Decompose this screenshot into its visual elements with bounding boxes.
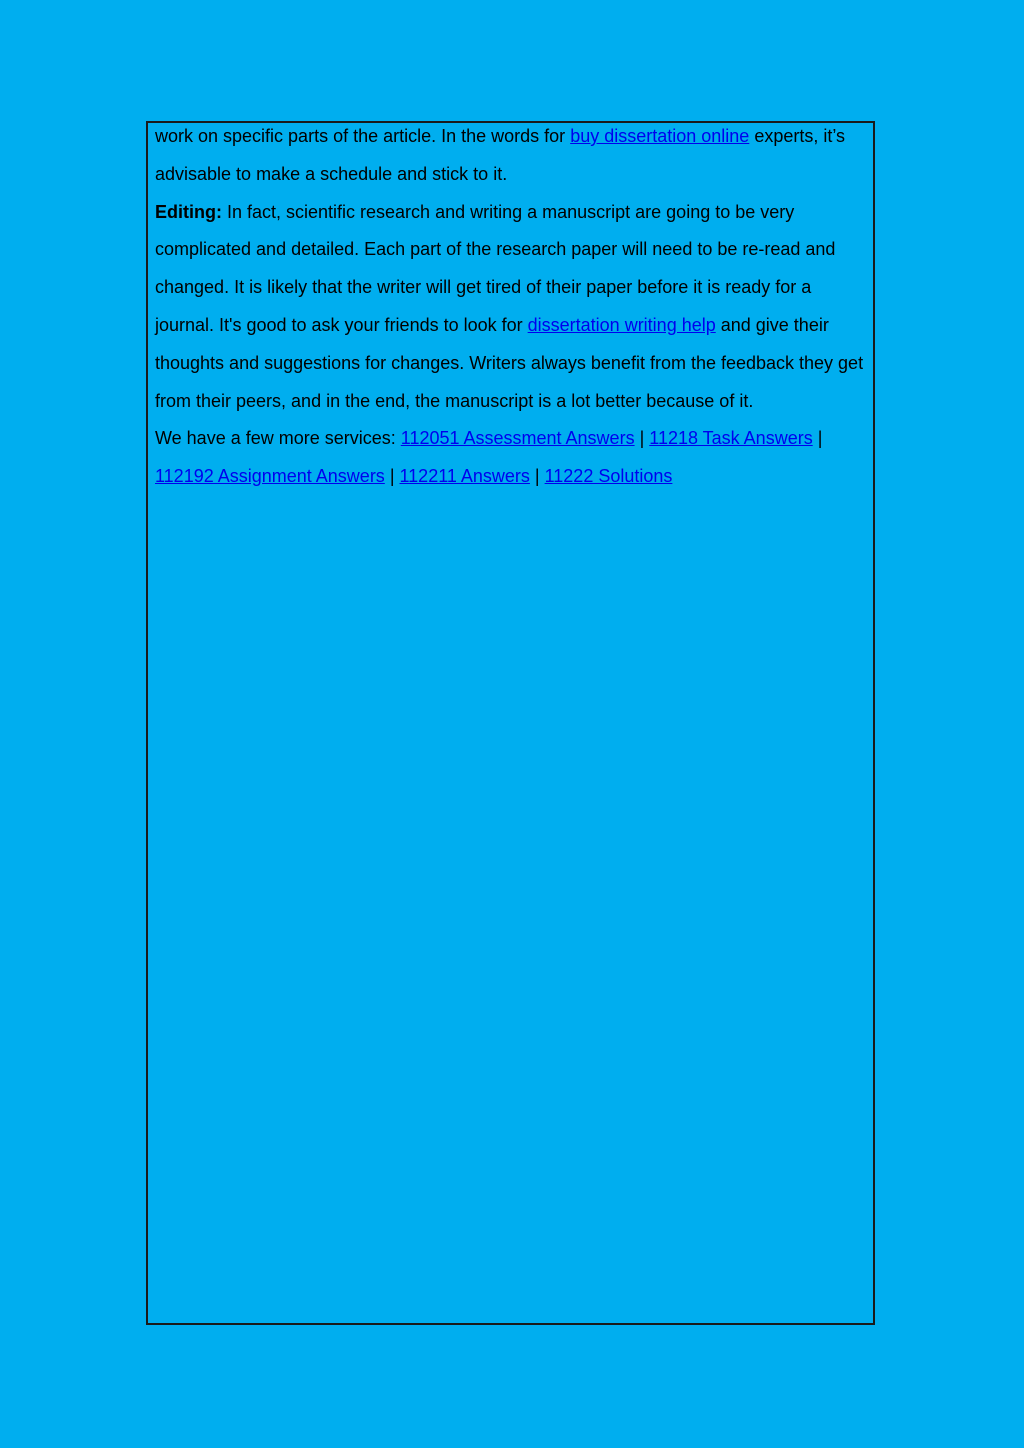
paragraph-text: experts, it’s advisable to make a schedule and stick to it. [155, 126, 846, 184]
link-separator: | [529, 466, 545, 487]
service-link-11222[interactable]: 11222 Solutions [544, 466, 673, 487]
paragraph-text: work on specific parts of the article. In the words for [155, 126, 571, 146]
services-paragraph [155, 420, 867, 496]
service-link-112192[interactable]: 112192 Assignment Answers [155, 466, 385, 487]
link-separator: | [812, 428, 823, 449]
link-separator: | [634, 428, 650, 449]
services-intro: We have a few more services: [155, 428, 401, 449]
editing-label: Editing: [155, 201, 222, 222]
paragraph-schedule [155, 118, 867, 194]
service-link-112211[interactable]: 112211 Answers [399, 466, 530, 487]
dissertation-writing-help-link[interactable]: dissertation writing help [527, 314, 716, 335]
service-link-11218[interactable]: 11218 Task Answers [649, 428, 813, 449]
paragraph-text: and give their thoughts and suggestions for changes. Writers always benefit from the feedback they get from their peers, and in the end, the manuscript is a lot better because of it. [155, 314, 864, 411]
paragraph-text: In fact, scientific research and writing a manuscript are going to be very complicated and detailed. Each part of the research paper will need to be re-read and changed. It is likely that the writer will get tired of their paper before it is ready for a journal. It's good to ask your friends to look for [155, 201, 836, 335]
paragraph-editing [155, 194, 867, 421]
link-separator: | [384, 466, 400, 487]
document-body [155, 118, 867, 496]
service-link-112051[interactable]: 112051 Assessment Answers [400, 428, 635, 449]
buy-dissertation-online-link[interactable]: buy dissertation online [570, 126, 750, 146]
